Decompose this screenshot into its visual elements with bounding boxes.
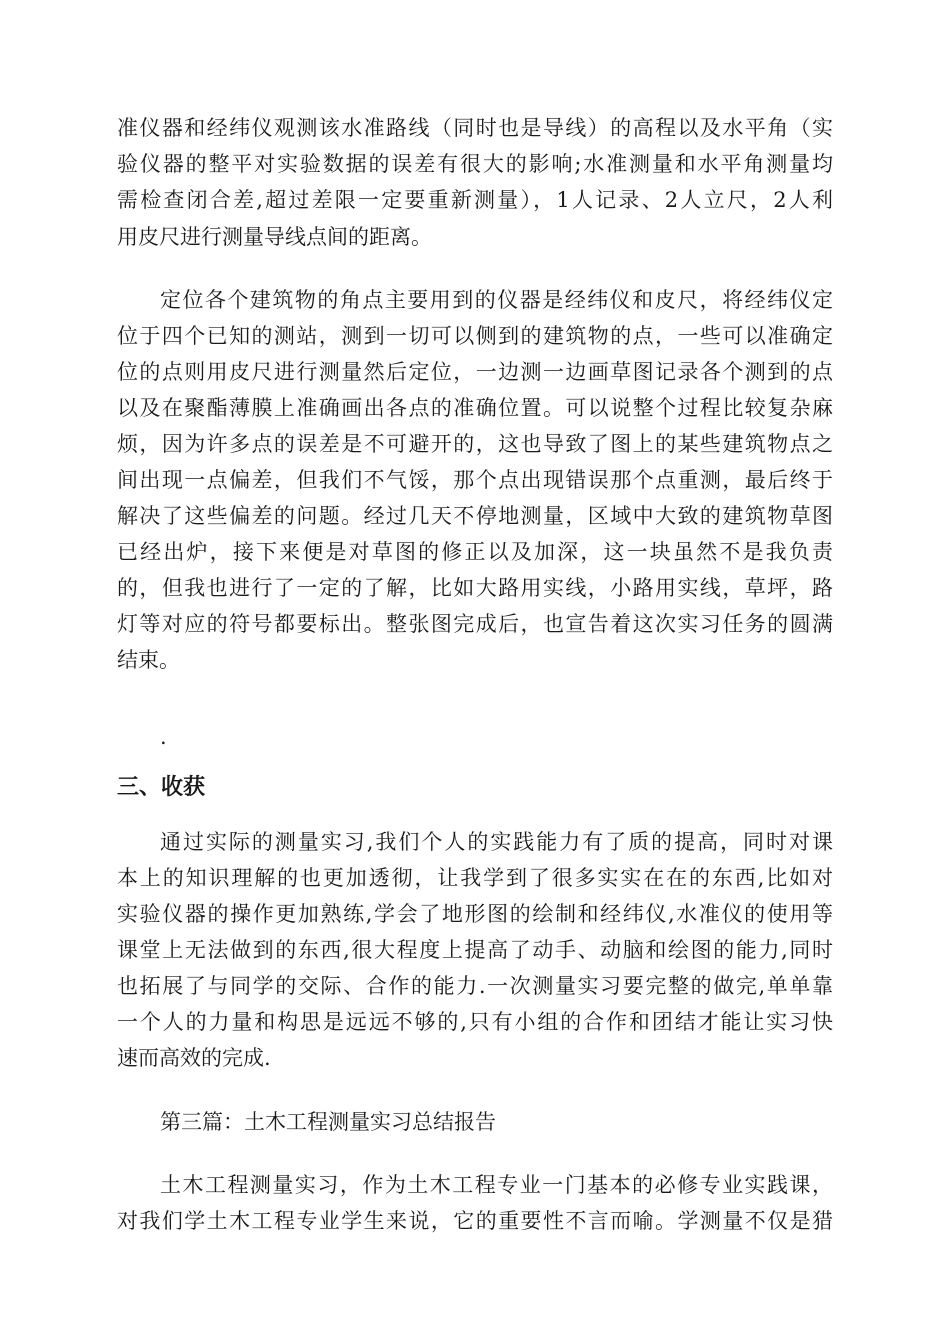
paragraph-2-line-7: 解决了这些偏差的问题。经过几天不停地测量，区域中大致的建筑物草图 [117, 504, 833, 528]
paragraph-3-line-4: 课堂上无法做到的东西,很大程度上提高了动手、动脑和绘图的能力,同时 [117, 938, 833, 962]
paragraph-1-line-4: 用皮尺进行测量导线点间的距离。 [117, 225, 432, 249]
chapter-title: 第三篇：土木工程测量实习总结报告 [160, 1110, 496, 1134]
paragraph-2-line-2: 位于四个已知的测站，测到一切可以侧到的建筑物的点，一些可以准确定 [117, 324, 833, 348]
paragraph-4-line-2: 对我们学土木工程专业学生来说，它的重要性不言而喻。学测量不仅是猎 [117, 1209, 833, 1233]
paragraph-1-line-2: 验仪器的整平对实验数据的误差有很大的影响;水准测量和水平角测量均 [117, 152, 833, 176]
paragraph-2-line-1: 定位各个建筑物的角点主要用到的仪器是经纬仪和皮尺，将经纬仪定 [160, 288, 833, 312]
paragraph-3-line-5: 也拓展了与同学的交际、合作的能力.一次测量实习要完整的做完,单单靠 [117, 974, 833, 998]
paragraph-2-line-6: 间出现一点偏差，但我们不气馁，那个点出现错误那个点重测，最后终于 [117, 468, 833, 492]
paragraph-2-line-10: 灯等对应的符号都要标出。整张图完成后，也宣告着这次实习任务的圆满 [117, 612, 833, 636]
paragraph-2-line-8: 已经出炉，接下来便是对草图的修正以及加深，这一块虽然不是我负责 [117, 540, 833, 564]
paragraph-3-line-6: 一个人的力量和构思是远远不够的,只有小组的合作和团结才能让实习快 [117, 1010, 833, 1034]
paragraph-1-line-3: 需检查闭合差,超过差限一定要重新测量），1人记录、2人立尺，2人利 [117, 188, 833, 212]
paragraph-1-line-1: 准仪器和经纬仪观测该水准路线（同时也是导线）的高程以及水平角（实 [117, 116, 833, 140]
paragraph-2-line-11: 结束。 [117, 648, 180, 672]
paragraph-2-line-3: 位的点则用皮尺进行测量然后定位，一边测一边画草图记录各个测到的点 [117, 360, 833, 384]
section-heading: 三、收获 [117, 775, 206, 800]
paragraph-3-line-1: 通过实际的测量实习,我们个人的实践能力有了质的提高，同时对课 [160, 830, 833, 854]
paragraph-2-line-9: 的，但我也进行了一定的了解，比如大路用实线，小路用实线，草坪，路 [117, 576, 833, 600]
paragraph-4-line-1: 土木工程测量实习，作为土木工程专业一门基本的必修专业实践课， [160, 1173, 833, 1197]
paragraph-3-line-2: 本上的知识理解的也更加透彻，让我学到了很多实实在在的东西,比如对 [117, 866, 833, 890]
paragraph-3-line-3: 实验仪器的操作更加熟练,学会了地形图的绘制和经纬仪,水准仪的使用等 [117, 902, 833, 926]
paragraph-3-line-7: 速而高效的完成. [117, 1046, 271, 1070]
paragraph-2-line-4: 以及在聚酯薄膜上准确画出各点的准确位置。可以说整个过程比较复杂麻 [117, 396, 833, 420]
paragraph-2-line-5: 烦，因为许多点的误差是不可避开的，这也导致了图上的某些建筑物点之 [117, 432, 833, 456]
separator-dot: . [160, 725, 167, 749]
